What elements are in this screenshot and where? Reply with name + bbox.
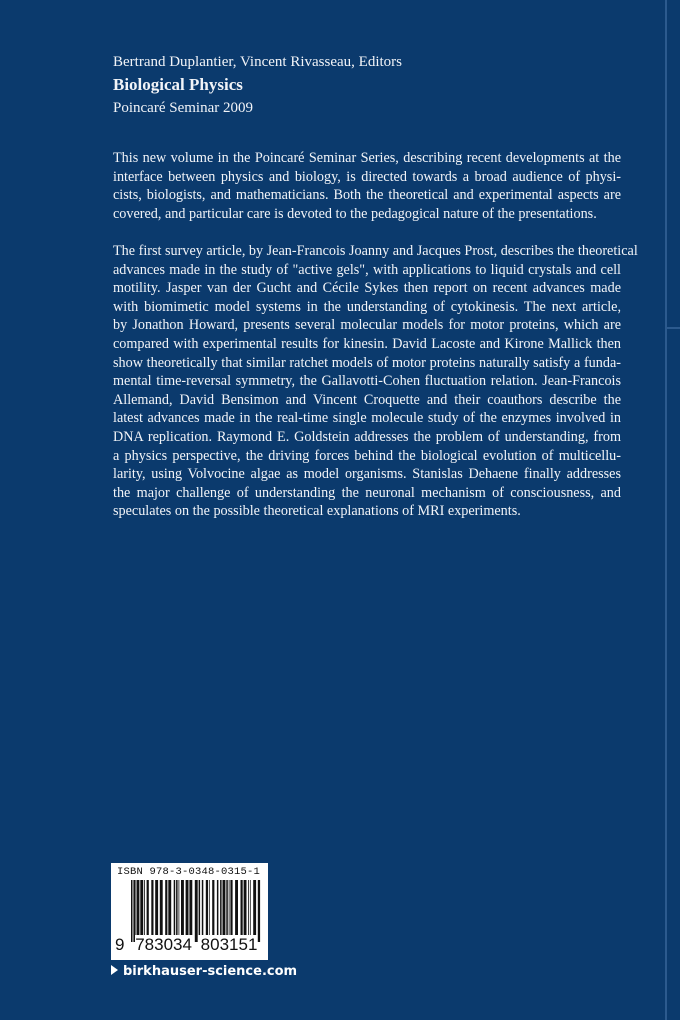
ean-group-2: 803151 [200, 935, 258, 954]
text-line: mental time-reversal symmetry, the Gallavotti-Cohen fluctuation relation. Jean-Francois [113, 373, 621, 390]
arrow-right-icon [111, 965, 118, 975]
barcode-bar [235, 880, 238, 935]
book-title: Biological Physics [113, 75, 243, 94]
barcode-bar [209, 880, 210, 935]
barcode-bar [174, 880, 176, 935]
barcode-bar [212, 880, 214, 935]
barcode-bar [186, 880, 189, 935]
barcode-bar [199, 880, 201, 935]
barcode-bar [217, 880, 219, 935]
text-line: DNA replication. Raymond E. Goldstein addresses the problem of understanding, from [113, 428, 621, 445]
barcode-bar [202, 880, 204, 935]
barcode-bar [176, 880, 178, 935]
book-subtitle: Poincaré Seminar 2009 [113, 100, 253, 116]
text-line: Allemand, David Bensimon and Vincent Croquette and their coauthors describe the [113, 391, 621, 408]
text-line: show theoretically that similar ratchet models of motor proteins naturally satisfy a funda- [113, 354, 621, 371]
publisher-link-text: birkhauser-science.com [123, 964, 298, 979]
barcode-bar [165, 880, 167, 935]
text-line: This new volume in the Poincaré Seminar Series, describing recent developments at the [113, 150, 621, 166]
fold-mark [665, 327, 680, 329]
barcode-bar [168, 880, 171, 935]
text-line: latest advances made in the real-time single molecule study of the enzymes involved in [113, 410, 621, 427]
text-line: a physics perspective, the driving forces behind the biological evolution of multicellu- [113, 447, 621, 464]
barcode-bar [226, 880, 228, 935]
text-line: speculates on the possible theoretical explanations of MRI experiments. [113, 503, 521, 520]
barcode-bar [241, 880, 243, 935]
blurb-paragraph-2 [113, 242, 638, 521]
editors: Bertrand Duplantier, Vincent Rivasseau, Editors [113, 54, 402, 70]
barcode-bar [179, 880, 180, 935]
barcode-bar [137, 880, 140, 935]
barcode-bar [181, 880, 184, 935]
barcode-bar [133, 880, 135, 942]
spine-fold-line [665, 0, 667, 1020]
text-line: larity, using Volvocine algae as model organisms. Stanislas Dehaene finally addresses [113, 466, 621, 483]
text-line: motility. Jasper van der Gucht and Cécile Sykes then report on recent advances made [113, 280, 621, 297]
barcode-bar [230, 880, 232, 935]
barcode-bars [131, 880, 261, 942]
ean-first-digit: 9 [115, 935, 125, 954]
barcode-bar [229, 880, 230, 935]
publisher-link[interactable] [111, 964, 297, 979]
barcode-bar [258, 880, 260, 942]
barcode-bar [250, 880, 251, 935]
barcode-bar [253, 880, 256, 935]
barcode-bar [140, 880, 143, 935]
barcode-bar [244, 880, 247, 935]
barcode-bar [131, 880, 133, 942]
cover-header [113, 52, 402, 118]
isbn-label: ISBN 978-3-0348-0315-1 [117, 866, 261, 878]
text-line: the major challenge of understanding the neuronal mechanism of consciousness, and [113, 484, 621, 501]
barcode-bar [151, 880, 153, 935]
barcode-bar [220, 880, 222, 935]
text-line: by Jonathon Howard, presents several molecular models for motor proteins, which are [113, 317, 621, 334]
text-line: compared with experimental results for kinesin. David Lacoste and Kirone Mallick then [113, 335, 621, 352]
barcode-bar [189, 880, 192, 935]
blurb-paragraph-1 [113, 149, 621, 223]
barcode-bar [223, 880, 226, 935]
text-line: interface between physics and biology, is directed towards a broad audience of physi- [113, 168, 621, 185]
text-line: The first survey article, by Jean-Francois Joanny and Jacques Prost, describes the theoretical [113, 243, 638, 259]
barcode-bar [155, 880, 158, 935]
barcode-bar [147, 880, 149, 935]
text-line: with biomimetic model systems in the understanding of cytokinesis. The next article, [113, 298, 621, 315]
ean-group-1: 783034 [135, 935, 192, 954]
text-line: advances made in the study of "active gels", with applications to liquid crystals and cell [113, 261, 621, 278]
barcode-bar [206, 880, 208, 935]
isbn-barcode [111, 863, 268, 960]
text-line: covered, and particular care is devoted to the pedagogical nature of the presentations. [113, 205, 597, 222]
ean-digits [115, 935, 257, 955]
barcode-bar [144, 880, 145, 935]
barcode-bar [248, 880, 249, 935]
barcode-bar [195, 880, 198, 942]
text-line: cists, biologists, and mathematicians. Both the theoretical and experimental aspects are [113, 187, 621, 204]
barcode-bar [160, 880, 163, 935]
